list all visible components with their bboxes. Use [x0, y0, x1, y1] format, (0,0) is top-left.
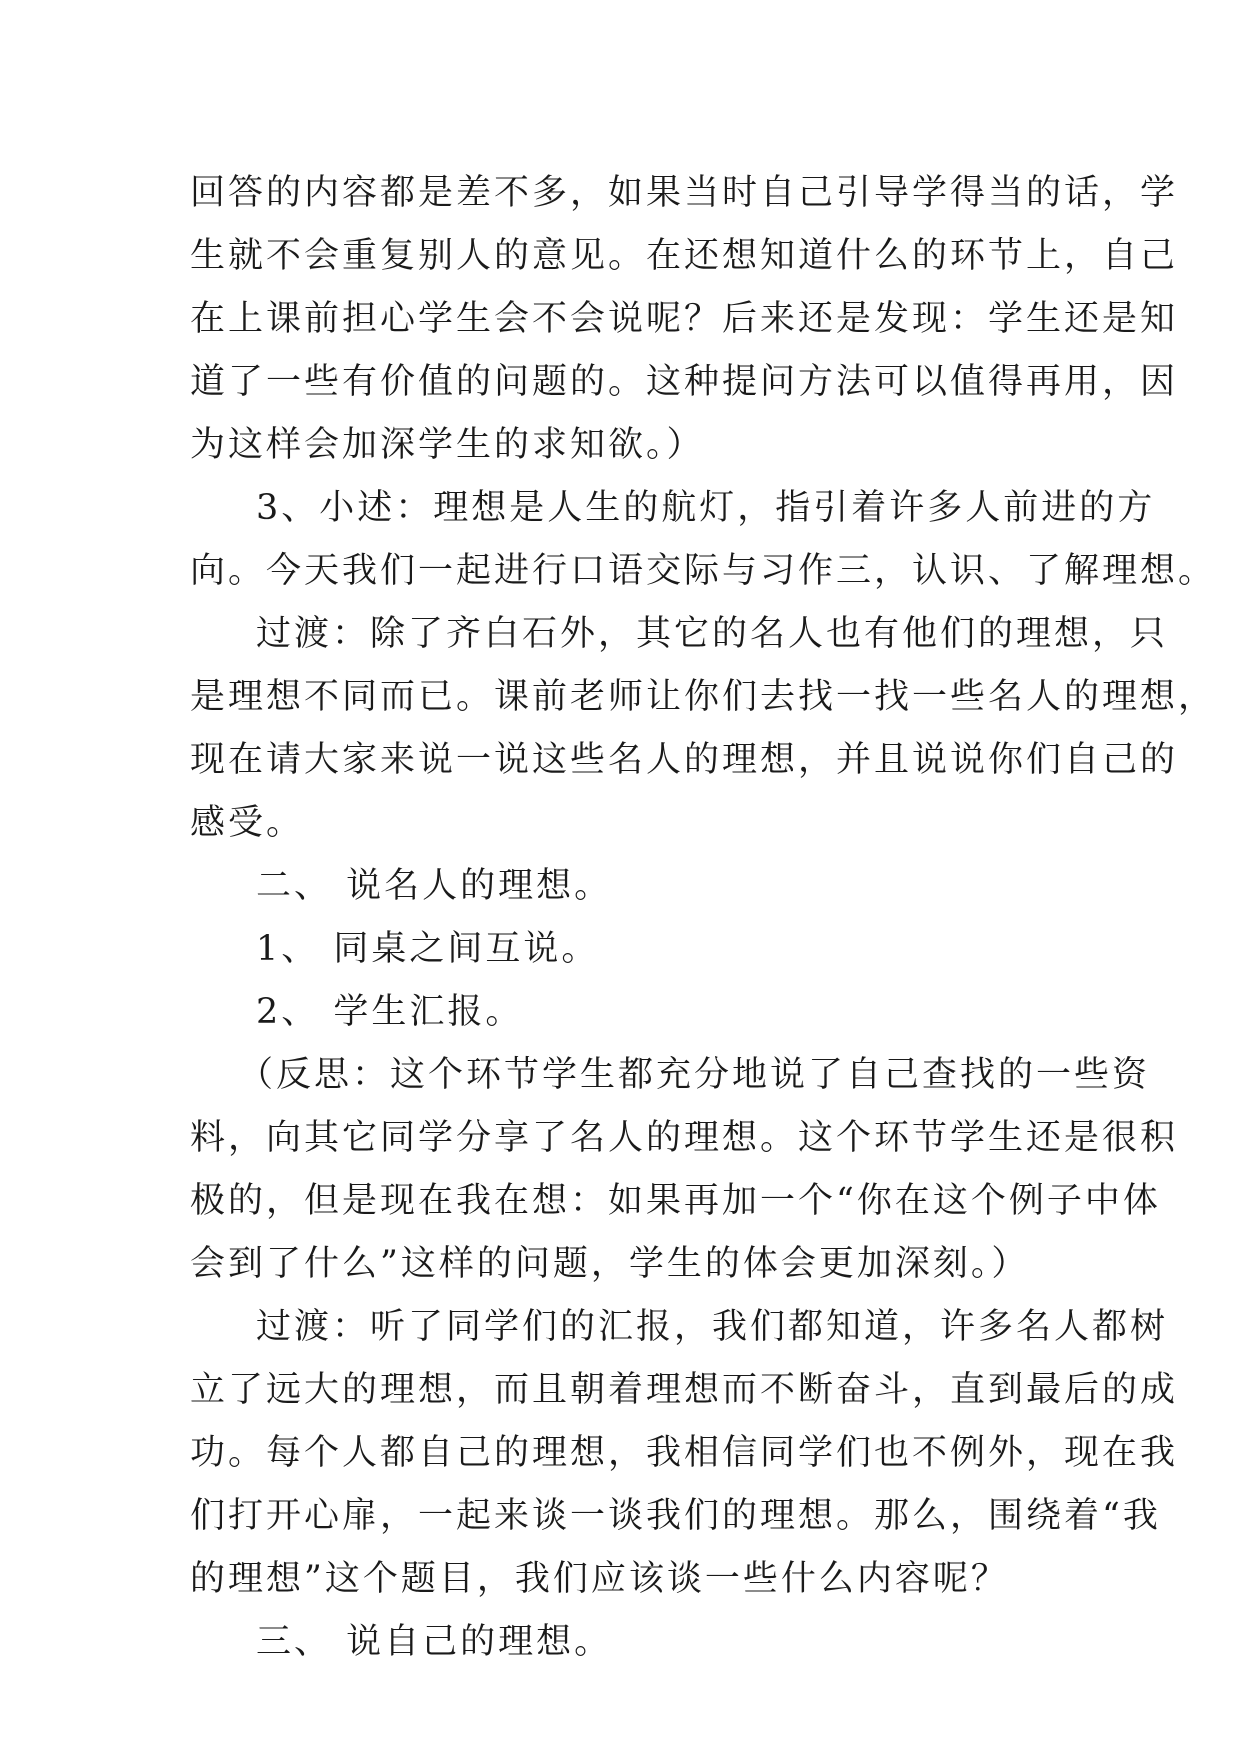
- text-line: 道了一些有价值的问题的。这种提问方法可以值得再用，因: [190, 362, 1179, 402]
- paragraph-start-line: 3、小述：理想是人生的航灯，指引着许多人前进的方: [256, 488, 1156, 528]
- text-line: 是理想不同而已。课前老师让你们去找一找一些名人的理想，: [190, 677, 1217, 717]
- text-line: 现在请大家来说一说这些名人的理想，并且说说你们自己的: [190, 740, 1179, 780]
- list-item: 2、 学生汇报。: [256, 992, 524, 1032]
- section-heading: 二、 说名人的理想。: [256, 866, 613, 906]
- text-line: 料，向其它同学分享了名人的理想。这个环节学生还是很积: [190, 1118, 1179, 1158]
- text-line: 们打开心扉，一起来谈一谈我们的理想。那么，围绕着“我: [190, 1496, 1161, 1536]
- paragraph-start-line: 过渡：听了同学们的汇报，我们都知道，许多名人都树: [256, 1307, 1169, 1347]
- text-line: 向。今天我们一起进行口语交际与习作三，认识、了解理想。: [190, 551, 1217, 591]
- text-line: 极的，但是现在我在想：如果再加一个“你在这个例子中体: [190, 1181, 1161, 1221]
- text-line: 生就不会重复别人的意见。在还想知道什么的环节上，自己: [190, 236, 1179, 276]
- text-line: 为这样会加深学生的求知欲。）: [190, 425, 705, 465]
- section-heading: 三、 说自己的理想。: [256, 1622, 613, 1662]
- text-line: 回答的内容都是差不多，如果当时自己引导学得当的话，学: [190, 173, 1179, 213]
- paragraph-start-line: （反思：这个环节学生都充分地说了自己查找的一些资: [238, 1055, 1151, 1095]
- text-line: 感受。: [190, 803, 305, 843]
- text-line: 立了远大的理想，而且朝着理想而不断奋斗，直到最后的成: [190, 1370, 1179, 1410]
- list-item: 1、 同桌之间互说。: [256, 929, 600, 969]
- text-line: 在上课前担心学生会不会说呢？后来还是发现：学生还是知: [190, 299, 1179, 339]
- paragraph-start-line: 过渡：除了齐白石外，其它的名人也有他们的理想，只: [256, 614, 1169, 654]
- body-text: [190, 162, 1217, 1674]
- text-line: 的理想”这个题目，我们应该谈一些什么内容呢？: [190, 1559, 1009, 1599]
- text-line: 功。每个人都自己的理想，我相信同学们也不例外，现在我: [190, 1433, 1179, 1473]
- text-line: 会到了什么”这样的问题，学生的体会更加深刻。）: [190, 1244, 1030, 1284]
